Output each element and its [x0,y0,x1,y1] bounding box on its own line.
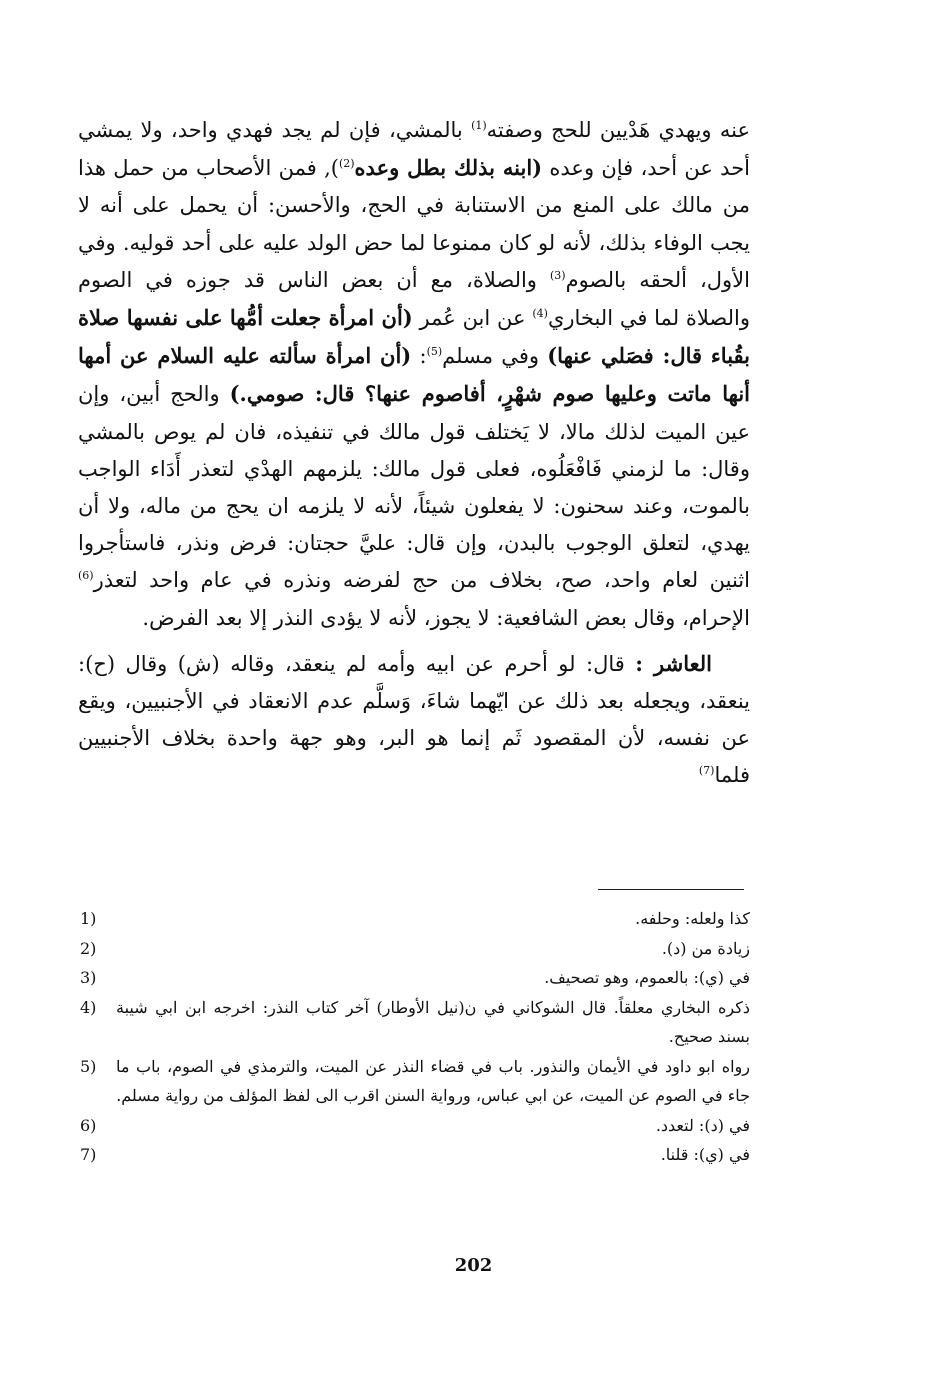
text-run: بالمشي، فإن لم يجد فهدي واحد، ولا يمشي أحد عن أحد، فإن وعده [78,118,751,181]
footnote-ref: (4) [532,307,548,321]
footnote [80,1111,750,1141]
footnote-ref: (2) [338,157,355,171]
text-run: : [411,344,427,369]
footnote-ref: (7) [698,764,715,778]
footnote-text: في (د): لتعدد. [655,1115,750,1135]
footnote-text: في (ي): قلنا. [660,1145,750,1164]
footnote-number: 3) [80,968,97,987]
footnote [80,963,750,993]
footnote-ref: (1) [471,119,487,132]
footnote-number: 2) [80,938,97,958]
footnote-number: 1) [80,909,97,928]
section-heading: العاشر : [635,650,712,676]
paragraph [78,645,750,795]
bold-quote: (ابنه بذلك بطل وعده [354,155,543,181]
bold-quote: (أن امرأة سألته عليه السلام عن أمها أنها ماتت وعليها صوم شهْرٍ، أفاصوم عنها؟ قال: صومي.) [78,343,750,407]
footnote-number: 4) [80,997,97,1017]
footnote-number: 6) [80,1115,97,1135]
footnote [80,904,750,934]
footnote [80,934,750,964]
footnote-text: كذا ولعله: وحلفه. [635,909,750,928]
text-run: الإحرام، وقال بعض الشافعية: لا يجوز، لأنه لا يؤدى النذر إلا بعد الفرض. [142,605,750,630]
footnote-text: زيادة من (د). [661,938,750,958]
text-run: قال: لو أحرم عن ابيه وأمه لم ينعقد، وقاله (ش) وقال (ح): ينعقد، ويجعله بعد ذلك عن ايّهما شاءَ، وَسلَّم عدم الانعقاد في الأجنبيين، ويقع عن نفسه، لأن المقصود ثَم إنما هو البر، وهو جهة واحدة بخلاف الأجنبيين فلما [78,651,750,788]
footnote-text: رواه ابو داود في الأيمان والنذور. باب في قضاء النذر عن الميت، والترمذي في الصوم، باب ما جاء في الصوم عن الميت، عن ابي عباس، ورواية السنن اقرب الى لفظ المؤلف من رواية مسلم. [116,1056,750,1105]
text-run: ), فمن الأصحاب من حمل هذا من مالك على المنع من الاستنابة في الحج، والأحسن: أن يحمل على أنه لا يجب الوفاء بذلك، لأنه لو كان ممنوعا لما حض الولد عليه على أحد قوليه. وفي الأول، ألحقه بالصوم [78,156,750,292]
main-text [78,112,750,795]
footnote-number: 5) [80,1056,97,1076]
footnote-ref: (3) [549,268,566,282]
footnote-separator [598,889,744,890]
text-run: والصلاة، مع أن بعض الناس قد جوزه في الصوم والصلاة لما في البخاري [78,267,751,331]
text-run: وفي مسلم [442,344,548,369]
footnote [80,1140,750,1170]
text-run: عن ابن عُمر [412,306,533,331]
bold-quote: (أن امرأة جعلت أمُّها على نفسها صلاة بقُباء قال: فصَلي عنها) [78,305,751,369]
paragraph [78,112,750,637]
footnote-text: في (ي): بالعموم، وهو تصحيف. [544,968,750,987]
footnote [80,993,750,1052]
footnote [80,1052,750,1111]
footnote-number: 7) [80,1145,97,1164]
footnote-text: ذكره البخاري معلقاً. قال الشوكاني في ن(نيل الأوطار) آخر كتاب النذر: اخرجه ابن ابي شيبة بسند صحيح. [116,997,750,1046]
footnote-ref: (6) [78,569,94,583]
footnote-ref: (5) [426,345,443,359]
footnotes [80,904,750,1170]
text-run: عنه ويهدي هَدْيين للحج وصفته [486,118,750,142]
text-run: والحج أبين، وإن عين الميت لذلك مالا، لا يَختلف قول مالك في تنفيذه، فان لم يوص بالمشي وقال: ما لزمني فَافْعَلُوه، فعلى قول مالك: يلزمهم الهدْي لتعذر أَدَاء الواجب بالموت، وعند سحنون: لا يفعلون شيئاً، لأنه لا يلزمه ان يحج من ماله، ولا أن يهدي، لتعلق الوجوب بالبدن، وإن قال: عليَّ حجتان: فرض ونذر، فاستأجروا اثنين لعام واحد، صح، بخلاف من حج لفرضه ونذره في عام واحد لتعذر [78,382,750,593]
page-number: 202 [454,1255,493,1276]
